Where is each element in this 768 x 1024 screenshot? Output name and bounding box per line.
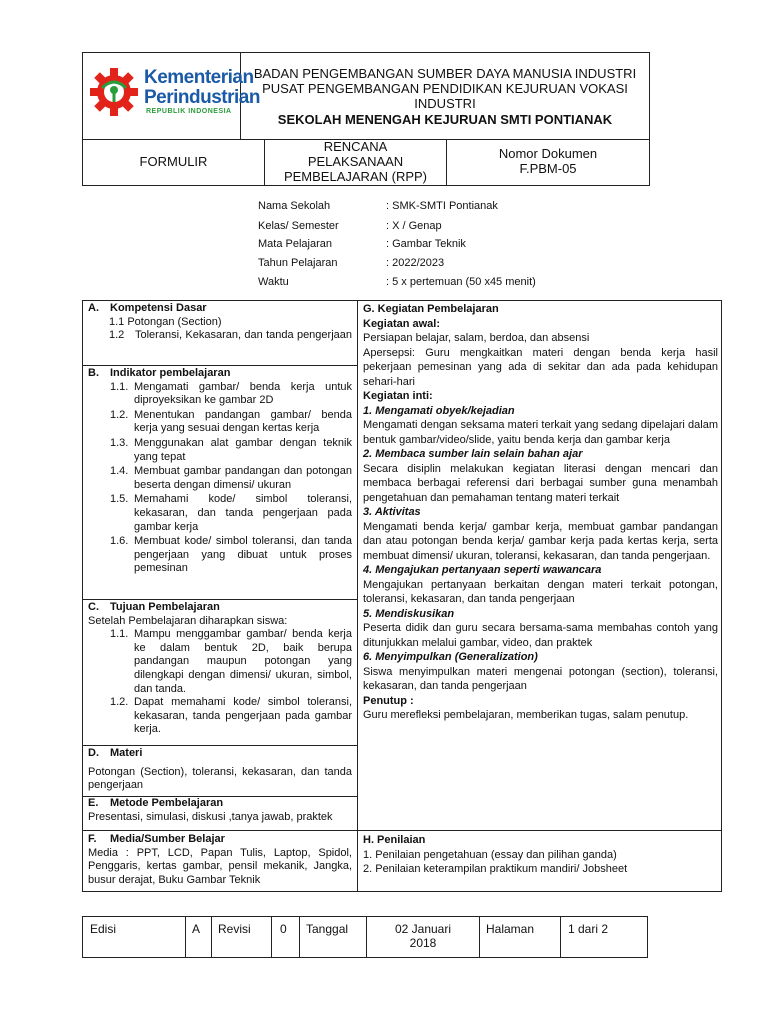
penilaian-1: 1. Penilaian pengetahuan (essay dan pilihan ganda) (363, 848, 617, 861)
list-item (88, 628, 352, 696)
section-a-letter: A. (88, 302, 99, 314)
rpp-line-3: PEMBELAJARAN (RPP) (283, 169, 428, 184)
organisation-block (241, 66, 649, 127)
step-title: 3. Aktivitas (363, 506, 421, 518)
list-item (88, 696, 352, 737)
section-f-letter: F. (88, 833, 97, 845)
info-value-subject: : Gambar Teknik (386, 238, 466, 250)
halaman-label: Halaman (486, 922, 535, 936)
step-title: 1. Mengamati obyek/kejadian (363, 404, 515, 417)
org-line-2: PUSAT PENGEMBANGAN PENDIDIKAN KEJURUAN VOKASI (262, 81, 628, 96)
doc-label: Nomor Dokumen (498, 146, 598, 161)
list-item-text: Mengamati gambar/ benda kerja untuk diproyeksikan ke gambar 2D (134, 380, 352, 407)
info-value-time: : 5 x pertemuan (50 x45 menit) (386, 276, 536, 288)
section-d-title: Materi (110, 747, 143, 759)
tanggal-value (367, 922, 479, 950)
section-h-title: H. Penilaian (363, 834, 426, 846)
section-f-title: Media/Sumber Belajar (110, 833, 225, 845)
step-title: 6. Menyimpulkan (Generalization) (363, 651, 538, 663)
logo-line3: REPUBLIK INDONESIA (146, 108, 232, 115)
step-text: Mengamati dengan seksama materi terkait yang sedang dipelajari dalam bentuk gambar/video/slide, yaitu benda kerja dan gambar kerja (363, 419, 718, 446)
section-a-title: Kompetensi Dasar (110, 302, 207, 314)
list-item-text: Mampu menggambar gambar/ benda kerja ke dalam bentuk 2D, baik berupa pandangan maupun potongan yang dilengkapi dengan dimensi/ ukuran, simbol, dan tanda. (134, 628, 352, 695)
section-c-intro: Setelah Pembelajaran diharapkan siswa: (88, 614, 288, 627)
rpp-line-1: RENCANA (323, 139, 388, 154)
section-e-letter: E. (88, 797, 99, 809)
list-item-num: 1.1. (110, 380, 129, 393)
list-item (88, 493, 352, 534)
section-c-title: Tujuan Pembelajaran (110, 601, 220, 613)
section-b-letter: B. (88, 367, 99, 379)
edisi-value: A (192, 922, 201, 936)
list-item-num: 1.6. (110, 535, 129, 548)
doc-number: F.PBM-05 (519, 161, 577, 176)
list-item-num: 1.3. (110, 436, 129, 449)
list-item-num: 1.2. (110, 408, 129, 421)
list-item-num: 1.5. (110, 493, 129, 506)
step-title: 5. Mendiskusikan (363, 607, 455, 620)
list-item (88, 409, 352, 436)
info-label-school: Nama Sekolah (258, 200, 331, 212)
info-label-time: Waktu (258, 276, 289, 288)
tanggal-line-2: 2018 (409, 936, 437, 950)
list-item (88, 437, 352, 464)
section-g (363, 302, 718, 723)
org-line-1: BADAN PENGEMBANGAN SUMBER DAYA MANUSIA INDUSTRI (253, 66, 637, 81)
logo-line1: Kementerian (144, 67, 254, 88)
tanggal-label: Tanggal (306, 922, 349, 936)
step-text: Mengamati benda kerja/ gambar kerja, membuat gambar pandangan dan atau potongan benda kerja/ gambar kerja pada kertas kerja, serta membuat dimensi/ ukuran, toleransi, kekasaran, dan tanda pengerjaan. (363, 520, 718, 562)
list-item (88, 381, 352, 408)
section-d-text: Potongan (Section), toleransi, kekasaran, dan tanda pengerjaan (88, 765, 352, 792)
step-text: Secara disiplin melakukan kegiatan literasi dengan mencari dan membaca berbagai referensi dari berbagai sumber guna menambah pengetahuan dan pemahaman tentang materi terkait (363, 462, 718, 504)
section-e-text: Presentasi, simulasi, diskusi ,tanya jawab, praktek (88, 810, 333, 823)
info-label-subject: Mata Pelajaran (258, 238, 332, 250)
section-c (88, 601, 352, 737)
gear-logo-icon (88, 66, 140, 118)
revisi-value: 0 (280, 922, 287, 936)
document-number (447, 146, 649, 176)
info-label-year: Tahun Pelajaran (258, 257, 338, 269)
info-label-class: Kelas/ Semester (258, 220, 339, 232)
list-item-text: Membuat gambar pandangan dan potongan beserta dengan dimensi/ ukuran (134, 465, 352, 491)
section-e-title: Metode Pembelajaran (110, 797, 224, 809)
list-item (88, 535, 352, 576)
edisi-label: Edisi (90, 922, 117, 936)
section-f-text: Media : PPT, LCD, Papan Tulis, Laptop, Spidol, Penggaris, kertas gambar, pensil mekanik, Jangka, busur derajat, Buku Gambar Teknik (88, 846, 352, 886)
section-g-title: G. Kegiatan Pembelajaran (363, 303, 499, 315)
list-item-text: Menggunakan alat gambar dengan teknik yang tepat (134, 436, 352, 463)
section-a (88, 302, 352, 343)
list-item-num: 1.4. (110, 465, 129, 478)
penilaian-2: 2. Penilaian keterampilan praktikum mandiri/ Jobsheet (363, 863, 628, 875)
list-item-text: Membuat kode/ simbol toleransi, dan tanda pengerjaan yang dibuat untuk proses pemesinan (134, 535, 352, 575)
section-a-item-1: 1.1 Potongan (Section) (109, 315, 222, 328)
org-line-3: INDUSTRI (414, 96, 476, 111)
section-a-item-2-num: 1.2 (109, 329, 125, 342)
info-value-year: : 2022/2023 (386, 257, 445, 269)
section-e (88, 797, 352, 824)
section-b-title: Indikator pembelajaran (110, 367, 231, 379)
ministry-logo (88, 62, 260, 124)
section-f (88, 833, 352, 887)
halaman-value: 1 dari 2 (568, 922, 609, 936)
list-item-text: Memahami kode/ simbol toleransi, kekasaran, dan tanda pengerjaan pada gambar kerja (134, 493, 352, 533)
section-d-letter: D. (88, 747, 99, 759)
school-name: SEKOLAH MENENGAH KEJURUAN SMTI PONTIANAK (277, 112, 613, 127)
rpp-line-2: PELAKSANAAN (307, 154, 404, 169)
list-item (88, 465, 352, 492)
rpp-title (265, 139, 446, 184)
section-a-item-2: Toleransi, Kekasaran, dan tanda pengerjaan (135, 329, 352, 342)
logo-line2: Perindustrian (144, 87, 260, 108)
info-value-school: : SMK-SMTI Pontianak (386, 200, 498, 212)
step-text: Peserta didik dan guru secara bersama-sama membahas contoh yang ditunjukkan melalui gambar, video, dan praktek (363, 622, 718, 649)
kegiatan-inti-title: Kegiatan inti: (363, 390, 433, 402)
kegiatan-awal-1: Persiapan belajar, salam, berdoa, dan absensi (363, 332, 590, 344)
penutup-title: Penutup : (363, 694, 414, 707)
kegiatan-awal-2: Apersepsi: Guru mengkaitkan materi dengan benda kerja hasil pekerjaan pemesinan yang ada di sekitar dan ada pada kehidupan sehari-hari (363, 346, 718, 388)
section-c-letter: C. (88, 601, 99, 613)
revisi-label: Revisi (218, 922, 251, 936)
section-d (88, 747, 352, 793)
step-title: 4. Mengajukan pertanyaan seperti wawancara (363, 564, 602, 576)
list-item-num: 1.2. (110, 696, 129, 709)
penutup-text: Guru merefleksi pembelajaran, memberikan tugas, salam penutup. (363, 709, 689, 721)
kegiatan-awal-title: Kegiatan awal: (363, 317, 441, 330)
list-item-text: Menentukan pandangan gambar/ benda kerja yang sesuai dengan kertas kerja (134, 408, 352, 435)
info-value-class: : X / Genap (386, 220, 442, 232)
list-item-text: Dapat memahami kode/ simbol toleransi, kekasaran, tanda pengerjaan pada gambar kerja. (134, 696, 352, 736)
list-item-num: 1.1. (110, 628, 129, 641)
section-h (363, 833, 718, 877)
formulir-label: FORMULIR (139, 154, 208, 169)
step-text: Mengajukan pertanyaan berkaitan dengan materi terkait potongan, toleransi, kekasaran, dan tanda pengerjaan (363, 578, 718, 605)
step-text: Siswa menyimpulkan materi mengenai potongan (section), toleransi, kekasaran, dan tanda pengerjaan (363, 665, 718, 692)
section-b (88, 367, 352, 576)
tanggal-line-1: 02 Januari (394, 922, 452, 936)
step-title: 2. Membaca sumber lain selain bahan ajar (363, 448, 583, 460)
